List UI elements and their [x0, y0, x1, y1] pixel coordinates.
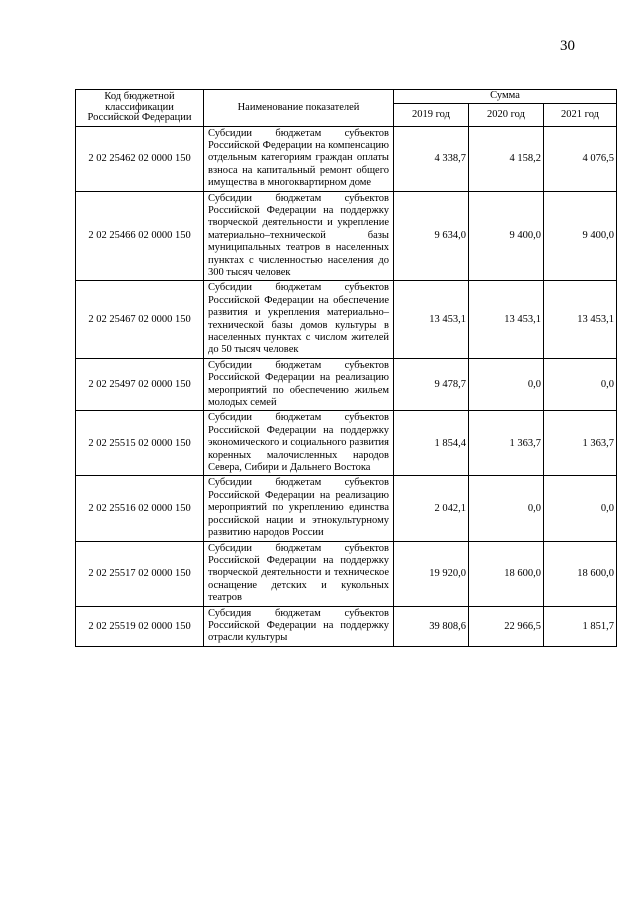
row-value-2019: 13 453,1	[394, 281, 469, 358]
row-value-2020: 4 158,2	[469, 126, 544, 191]
row-value-2020: 9 400,0	[469, 191, 544, 281]
row-value-2021: 13 453,1	[544, 281, 617, 358]
row-value-2019: 2 042,1	[394, 476, 469, 541]
row-code: 2 02 25517 02 0000 150	[76, 541, 204, 606]
header-code: Код бюджетной классификации Российской Федерации	[76, 90, 204, 127]
table-row	[76, 541, 617, 606]
budget-table	[75, 89, 617, 647]
row-value-2020: 1 363,7	[469, 411, 544, 476]
row-value-2021: 1 363,7	[544, 411, 617, 476]
row-value-2021: 0,0	[544, 358, 617, 411]
row-code: 2 02 25462 02 0000 150	[76, 126, 204, 191]
row-code: 2 02 25516 02 0000 150	[76, 476, 204, 541]
row-value-2020: 0,0	[469, 358, 544, 411]
row-value-2020: 0,0	[469, 476, 544, 541]
header-sum: Сумма	[394, 90, 617, 104]
row-value-2021: 4 076,5	[544, 126, 617, 191]
row-value-2021: 0,0	[544, 476, 617, 541]
row-value-2020: 18 600,0	[469, 541, 544, 606]
row-value-2020: 13 453,1	[469, 281, 544, 358]
row-code: 2 02 25519 02 0000 150	[76, 606, 204, 646]
table-row	[76, 281, 617, 358]
row-name: Субсидии бюджетам субъектов Российской Федерации на обеспечение развития и укрепления материально–технической базы домов культуры в населенных пунктах с числом жителей до 50 тысяч человек	[204, 281, 394, 358]
page-number: 30	[560, 38, 575, 54]
row-value-2019: 9 634,0	[394, 191, 469, 281]
table-row	[76, 126, 617, 191]
row-value-2021: 1 851,7	[544, 606, 617, 646]
row-name: Субсидии бюджетам субъектов Российской Федерации на поддержку экономического и социального развития коренных малочисленных народов Севера, Сибири и Дальнего Востока	[204, 411, 394, 476]
row-value-2020: 22 966,5	[469, 606, 544, 646]
table-row	[76, 411, 617, 476]
row-code: 2 02 25467 02 0000 150	[76, 281, 204, 358]
table-row	[76, 358, 617, 411]
row-value-2021: 9 400,0	[544, 191, 617, 281]
row-value-2019: 9 478,7	[394, 358, 469, 411]
row-value-2021: 18 600,0	[544, 541, 617, 606]
table-row	[76, 606, 617, 646]
header-year-2021: 2021 год	[544, 103, 617, 126]
table-row	[76, 476, 617, 541]
row-name: Субсидия бюджетам субъектов Российской Федерации на поддержку отрасли культуры	[204, 606, 394, 646]
header-year-2019: 2019 год	[394, 103, 469, 126]
header-year-2020: 2020 год	[469, 103, 544, 126]
row-name: Субсидии бюджетам субъектов Российской Федерации на поддержку творческой деятельности и техническое оснащение детских и кукольных театров	[204, 541, 394, 606]
row-value-2019: 4 338,7	[394, 126, 469, 191]
row-name: Субсидии бюджетам субъектов Российской Федерации на реализацию мероприятий по обеспечению жильем молодых семей	[204, 358, 394, 411]
row-code: 2 02 25515 02 0000 150	[76, 411, 204, 476]
row-name: Субсидии бюджетам субъектов Российской Федерации на реализацию мероприятий по укреплению единства российской нации и этнокультурному развитию народов России	[204, 476, 394, 541]
row-value-2019: 1 854,4	[394, 411, 469, 476]
row-name: Субсидии бюджетам субъектов Российской Федерации на поддержку творческой деятельности и укрепление материально–технической базы муниципальных театров в населенных пунктах с численностью населения до 300 тысяч человек	[204, 191, 394, 281]
row-value-2019: 19 920,0	[394, 541, 469, 606]
row-code: 2 02 25497 02 0000 150	[76, 358, 204, 411]
row-name: Субсидии бюджетам субъектов Российской Федерации на компенсацию отдельным категориям граждан оплаты взноса на капитальный ремонт общего имущества в многоквартирном доме	[204, 126, 394, 191]
table-row	[76, 191, 617, 281]
header-name: Наименование показателей	[204, 90, 394, 127]
row-value-2019: 39 808,6	[394, 606, 469, 646]
row-code: 2 02 25466 02 0000 150	[76, 191, 204, 281]
